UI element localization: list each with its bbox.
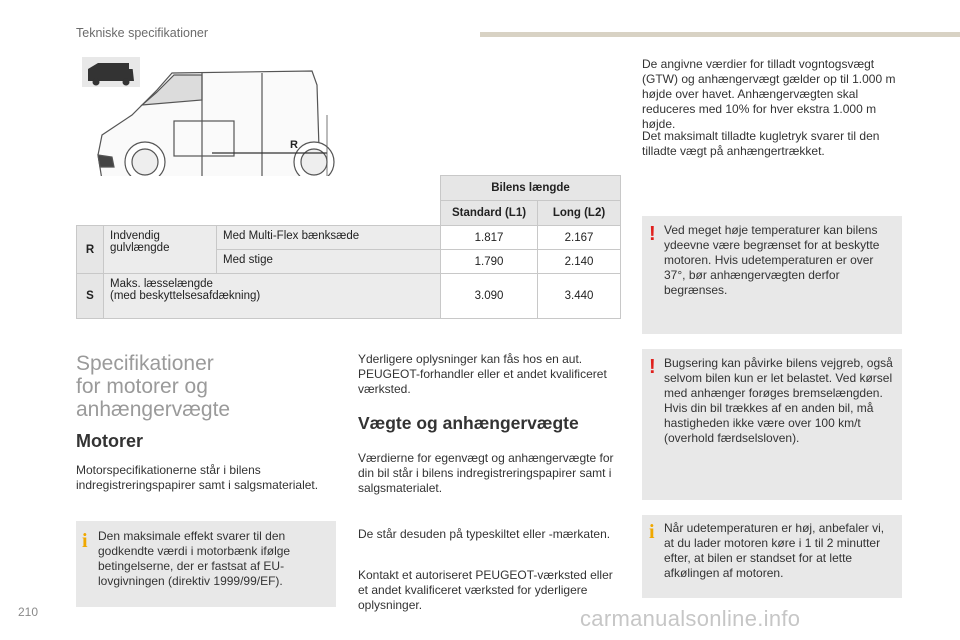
weights-paragraph-1: Værdierne for egenvægt og anhængervægte for din bil står i bilens indregistreringspapirer samt i salgsmaterialet. bbox=[358, 451, 614, 495]
van-icon bbox=[82, 57, 140, 87]
warning-text-heat: Ved meget høje temperaturer kan bilens ydeevne være begrænset for at beskytte motoren. Hvis udetemperaturen er over 37°, bør anhængervægten derfor begrænses. bbox=[664, 223, 880, 297]
warning-text-towing: Bugsering kan påvirke bilens vejgreb, også selvom bilen kun er let belastet. Ved kørsel med anhænger forøges bremselængden. Hvis din bil trækkes af en anden bil, må hastigheden ikke være over 100 km/t (overhold færdselsloven). bbox=[664, 356, 893, 445]
table-cell: 2.167 bbox=[538, 226, 621, 250]
row-label-s-line2: (med beskyttelsesafdækning) bbox=[110, 290, 261, 302]
warning-box-heat bbox=[642, 216, 902, 334]
info-text-cooling: Når udetemperaturen er høj, anbefaler vi, at du lader motoren køre i 1 til 2 minutter efter, at bilen er standset for at lette afkølingen af motoren. bbox=[664, 521, 885, 580]
motor-heading: Motorer bbox=[76, 431, 143, 451]
info-icon: i bbox=[82, 530, 88, 552]
r-label: R bbox=[290, 139, 298, 151]
section-title bbox=[76, 352, 230, 421]
watermark: carmanualsonline.info bbox=[580, 606, 801, 631]
col-standard-header: Standard (L1) bbox=[441, 201, 538, 226]
weights-paragraph-3: Kontakt et autoriseret PEUGEOT-værksted eller et andet kvalificeret værksted for yderligere oplysninger. bbox=[358, 568, 613, 612]
row-letter-s: S bbox=[77, 274, 104, 319]
table-group-header: Bilens længde bbox=[441, 176, 621, 201]
page-number: 210 bbox=[18, 605, 39, 619]
table-row bbox=[77, 226, 621, 250]
right-paragraph-1: De angivne værdier for tilladt vogntogsvægt (GTW) og anhængervægt gælder op til 1.000 m højde over havet. Anhængervægten skal reduceres med 10% for hver ekstra 1.000 m højde. bbox=[642, 57, 896, 131]
warning-icon: ! bbox=[649, 223, 656, 245]
van-side-view bbox=[98, 71, 334, 182]
warning-box-towing bbox=[642, 349, 902, 500]
section-title-line2: for motorer og bbox=[76, 375, 208, 398]
info-text: Den maksimale effekt svarer til den godkendte værdi i motorbænk ifølge betingelserne, der er fastsat af EU-lovgivningen (direktiv 1999/99/EF). bbox=[98, 529, 291, 588]
weights-paragraph-2: De står desuden på typeskiltet eller -mærkaten. bbox=[358, 527, 611, 541]
header-bar bbox=[480, 32, 960, 37]
col-long-header: Long (L2) bbox=[538, 201, 621, 226]
warning-icon: ! bbox=[649, 356, 656, 378]
motor-text: Motorspecifikationerne står i bilens indregistreringspapirer samt i salgsmaterialet. bbox=[76, 463, 319, 492]
weights-heading: Vægte og anhængervægte bbox=[358, 413, 579, 433]
table-cell: 3.090 bbox=[441, 274, 538, 319]
row-sublabel: Med Multi-Flex bænksæde bbox=[217, 226, 441, 250]
table-cell: 1.817 bbox=[441, 226, 538, 250]
length-table bbox=[76, 175, 621, 319]
section-header: Tekniske specifikationer bbox=[76, 26, 209, 40]
section-title-line3: anhængervægte bbox=[76, 398, 231, 421]
table-cell: 1.790 bbox=[441, 250, 538, 274]
row-label-s-line1: Maks. læsselængde bbox=[110, 278, 213, 290]
table-row bbox=[77, 274, 621, 319]
info-box bbox=[76, 521, 336, 607]
row-label-s bbox=[104, 274, 441, 319]
info-icon: i bbox=[649, 521, 655, 543]
row-letter-r: R bbox=[77, 226, 104, 274]
table-cell: 3.440 bbox=[538, 274, 621, 319]
section-title-line1: Specifikationer bbox=[76, 352, 214, 375]
right-paragraph-2: Det maksimalt tilladte kugletryk svarer til den tilladte vægt på anhængertrækket. bbox=[642, 129, 880, 158]
table-cell: 2.140 bbox=[538, 250, 621, 274]
row-label-r: Indvendig gulvlængde bbox=[104, 226, 217, 274]
row-sublabel: Med stige bbox=[217, 250, 441, 274]
info-box-cooling bbox=[642, 515, 902, 598]
intro-text: Yderligere oplysninger kan fås hos en aut. PEUGEOT-forhandler eller et andet kvalificeret værksted. bbox=[358, 352, 607, 396]
